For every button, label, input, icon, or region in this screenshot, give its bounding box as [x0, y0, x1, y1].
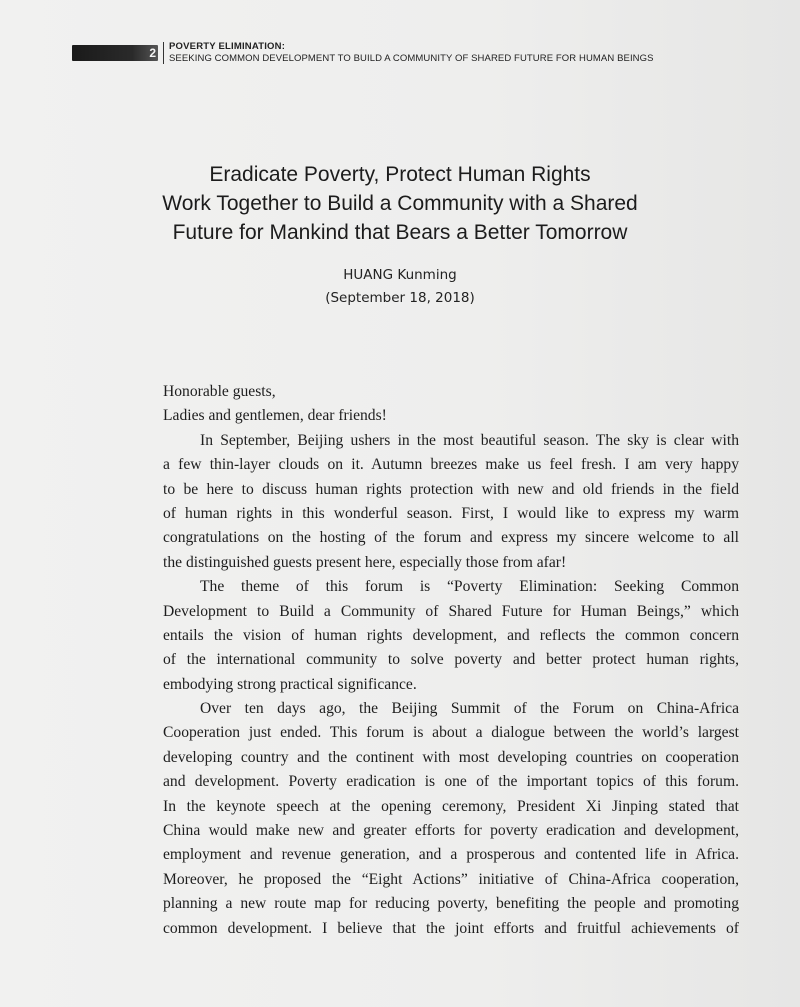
paragraph-line: Over ten days ago, the Beijing Summit of the Forum on China-Africa — [200, 700, 739, 718]
paragraph-line: China would make new and greater efforts for poverty eradication and development, — [163, 822, 739, 840]
header-line-2: SEEKING COMMON DEVELOPMENT TO BUILD A COMMUNITY OF SHARED FUTURE FOR HUMAN BEINGS — [169, 53, 654, 64]
body-text — [163, 380, 739, 941]
page-number: 2 — [149, 46, 156, 60]
paragraph-line: to be here to discuss human rights protection with new and old friends in the field — [163, 480, 739, 498]
paragraph-line: the distinguished guests present here, especially those from afar! — [163, 553, 567, 571]
author-name: HUANG Kunming — [343, 267, 457, 283]
paragraph-line: developing country and the continent with most developing countries on cooperation — [163, 748, 739, 766]
paragraph-line: In the keynote speech at the opening ceremony, President Xi Jinping stated that — [163, 797, 739, 815]
salutation-line: Honorable guests, — [163, 383, 276, 400]
paragraph-line: a few thin-layer clouds on it. Autumn breezes make us feel fresh. I am very happy — [163, 456, 739, 474]
paragraph-line: Cooperation just ended. This forum is about a dialogue between the world’s largest — [163, 724, 739, 742]
header-text — [169, 41, 654, 65]
paragraph-line: entails the vision of human rights development, and reflects the common concern — [163, 626, 739, 644]
header-divider — [163, 42, 164, 64]
author-block — [200, 264, 600, 310]
paragraph-line: embodying strong practical significance. — [163, 675, 417, 693]
paragraph-line: planning a new route map for reducing poverty, benefiting the people and promoting — [163, 895, 739, 913]
page-number-tab — [72, 45, 158, 61]
title-line-1: Eradicate Poverty, Protect Human Rights — [209, 163, 591, 186]
paragraph-line: In September, Beijing ushers in the most beautiful season. The sky is clear with — [200, 431, 739, 449]
paragraph-line: of human rights in this wonderful season. First, I would like to express my warm — [163, 504, 739, 522]
title-line-3: Future for Mankind that Bears a Better Tomorrow — [172, 221, 628, 244]
header-line-1: POVERTY ELIMINATION: — [169, 41, 286, 52]
running-header — [72, 40, 732, 66]
paragraph-line: The theme of this forum is “Poverty Elimination: Seeking Common — [200, 578, 739, 596]
title-line-2: Work Together to Build a Community with a Shared — [162, 192, 638, 215]
paragraph-line: congratulations on the hosting of the forum and express my sincere welcome to all — [163, 529, 739, 547]
paragraph-line: of the international community to solve poverty and better protect human rights, — [163, 651, 739, 669]
speech-date: (September 18, 2018) — [325, 290, 475, 306]
paragraph-line: common development. I believe that the joint efforts and fruitful achievements of — [163, 919, 739, 937]
article-title — [100, 160, 700, 247]
salutation-line: Ladies and gentlemen, dear friends! — [163, 407, 387, 425]
paragraph-line: Development to Build a Community of Shared Future for Human Beings,” which — [163, 602, 739, 620]
paragraph-line: Moreover, he proposed the “Eight Actions” initiative of China-Africa cooperation, — [163, 870, 739, 888]
paragraph-line: and development. Poverty eradication is one of the important topics of this forum. — [163, 773, 739, 791]
paragraph-line: employment and revenue generation, and a prosperous and contented life in Africa. — [163, 846, 739, 864]
